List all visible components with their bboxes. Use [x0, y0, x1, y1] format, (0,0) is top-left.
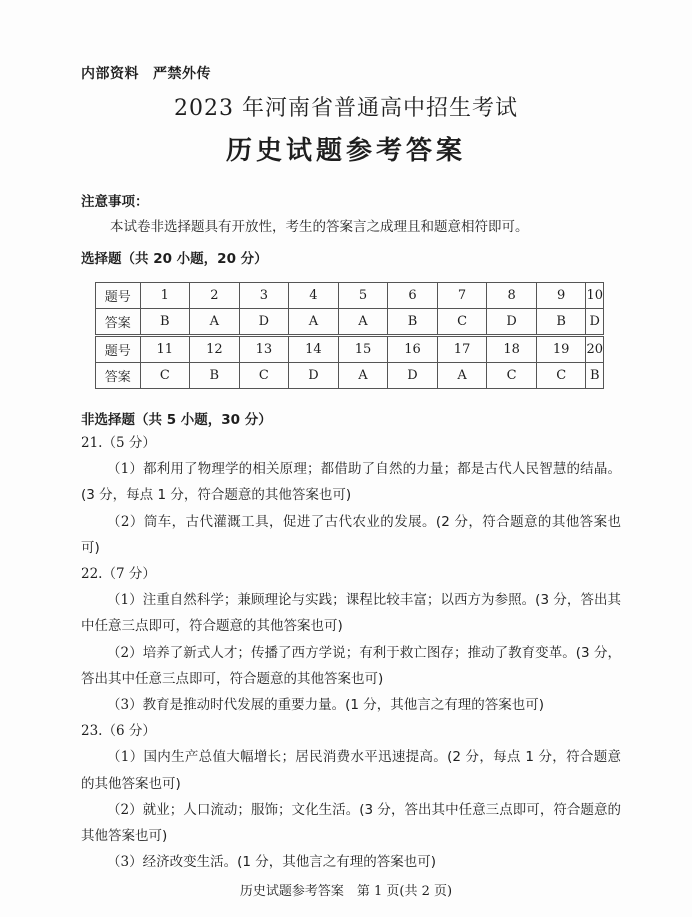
answer-cell: C: [140, 363, 190, 389]
document-title: 历史试题参考答案: [225, 136, 466, 166]
scoring-note: (3 分，答出其中任意三点即可，符合题意的其他答案也可): [81, 644, 621, 687]
question-heading: 22.（7 分）: [81, 566, 156, 583]
no-distribution-label: 严禁外传: [153, 66, 211, 82]
multiple-choice-heading: 选择题（共 20 小题，20 分）: [81, 251, 268, 267]
question-number-cell: 17: [437, 336, 487, 363]
answer-cell: A: [190, 309, 240, 336]
answer-cell: D: [586, 309, 604, 336]
row-label: 题号: [96, 336, 141, 363]
notice-text: 本试卷非选择题具有开放性，考生的答案言之成理且和题意相符即可。: [110, 219, 529, 235]
answer-cell: B: [140, 309, 190, 336]
answer-cell: C: [487, 363, 537, 389]
question-number-cell: 11: [140, 336, 190, 363]
answer-cell: C: [536, 363, 586, 389]
answer-text: （2）就业；人口流动；服饰；文化生活。: [107, 801, 360, 818]
answer-cell: D: [388, 363, 438, 389]
answer-text: （2）培养了新式人才；传播了西方学说；有利于救亡图存；推动了教育变革。: [107, 644, 576, 661]
question-number-cell: 10: [586, 283, 604, 309]
answer-cell: C: [239, 363, 289, 389]
question-number-cell: 18: [487, 336, 537, 363]
answer-item: [81, 587, 621, 639]
answer-text: （3）经济改变生活。: [107, 854, 238, 871]
answer-cell: B: [190, 363, 240, 389]
answer-item: [81, 509, 621, 561]
answer-item: [81, 797, 621, 849]
answer-text: （1）国内生产总值大幅增长；居民消费水平迅速提高。: [107, 749, 448, 766]
exam-title: 2023 年河南省普通高中招生考试: [174, 96, 518, 121]
answer-cell: A: [289, 309, 339, 336]
answer-body: [81, 430, 621, 875]
answer-item: [81, 849, 621, 875]
answer-cell: B: [388, 309, 438, 336]
answer-cell: A: [338, 363, 388, 389]
answer-text: （2）筒车，古代灌溉工具，促进了古代农业的发展。: [107, 513, 436, 530]
scoring-note: (3 分，答出其中任意三点即可，符合题意的其他答案也可): [81, 801, 621, 845]
non-multiple-choice-heading: 非选择题（共 5 小题，30 分）: [81, 412, 272, 428]
page-footer: 历史试题参考答案 第 1 页(共 2 页): [239, 884, 453, 899]
question-heading: 21.（5 分）: [81, 435, 156, 451]
scoring-note: (1 分，其他言之有理的答案也可): [345, 697, 545, 714]
question-number-cell: 12: [190, 336, 240, 363]
answer-cell: B: [536, 309, 586, 336]
question-number-cell: 14: [289, 336, 339, 363]
table-row-answers-2: [96, 363, 604, 389]
table-row-numbers-1: [96, 283, 604, 309]
question-number-cell: 3: [239, 283, 289, 309]
answer-cell: D: [239, 309, 289, 336]
answer-text: （1）注重自然科学；兼顾理论与实践；课程比较丰富；以西方为参照。: [107, 592, 536, 609]
question-number-cell: 15: [338, 336, 388, 363]
question-number-cell: 16: [388, 336, 438, 363]
question-number-cell: 5: [338, 283, 388, 309]
question-number-cell: 7: [437, 283, 487, 309]
scoring-note: (3 分，每点 1 分，符合题意的其他答案也可): [81, 487, 352, 504]
question-number-cell: 8: [487, 283, 537, 309]
scoring-note: (3 分，答出其中任意三点即可，符合题意的其他答案也可): [81, 592, 621, 635]
scoring-note: (1 分，其他言之有理的答案也可): [237, 854, 437, 871]
question-heading: 23.（6 分）: [81, 723, 156, 740]
answer-item: [81, 456, 621, 508]
notice-heading: 注意事项：: [81, 194, 149, 210]
answer-text: （1）都利用了物理学的相关原理；都借助了自然的力量；都是古代人民智慧的结晶。: [107, 461, 621, 478]
confidential-label: [81, 63, 211, 83]
answer-cell: A: [437, 363, 487, 389]
row-label: 答案: [96, 309, 141, 336]
answer-cell: B: [586, 363, 604, 389]
question-number-cell: 4: [289, 283, 339, 309]
question-number-cell: 1: [140, 283, 190, 309]
question-number-cell: 19: [536, 336, 586, 363]
question-number-cell: 13: [239, 336, 289, 363]
question-number-cell: 9: [536, 283, 586, 309]
answer-cell: D: [487, 309, 537, 336]
internal-material-label: 内部资料: [81, 66, 139, 82]
answer-table: [95, 282, 604, 389]
row-label: 题号: [96, 283, 141, 309]
answer-item: [81, 692, 621, 718]
answer-text: （3）教育是推动时代发展的重要力量。: [107, 697, 346, 714]
row-label: 答案: [96, 363, 141, 389]
scoring-note: (2 分，符合题意的其他答案也可): [81, 513, 621, 556]
answer-item: [81, 640, 621, 692]
scoring-note: (2 分，每点 1 分，符合题意的其他答案也可): [81, 749, 621, 792]
answer-cell: C: [437, 309, 487, 336]
question-number-cell: 6: [388, 283, 438, 309]
table-row-answers-1: [96, 309, 604, 336]
answer-cell: A: [338, 309, 388, 336]
question-number-cell: 20: [586, 336, 604, 363]
answer-cell: D: [289, 363, 339, 389]
question-number-cell: 2: [190, 283, 240, 309]
answer-item: [81, 744, 621, 796]
table-row-numbers-2: [96, 336, 604, 363]
